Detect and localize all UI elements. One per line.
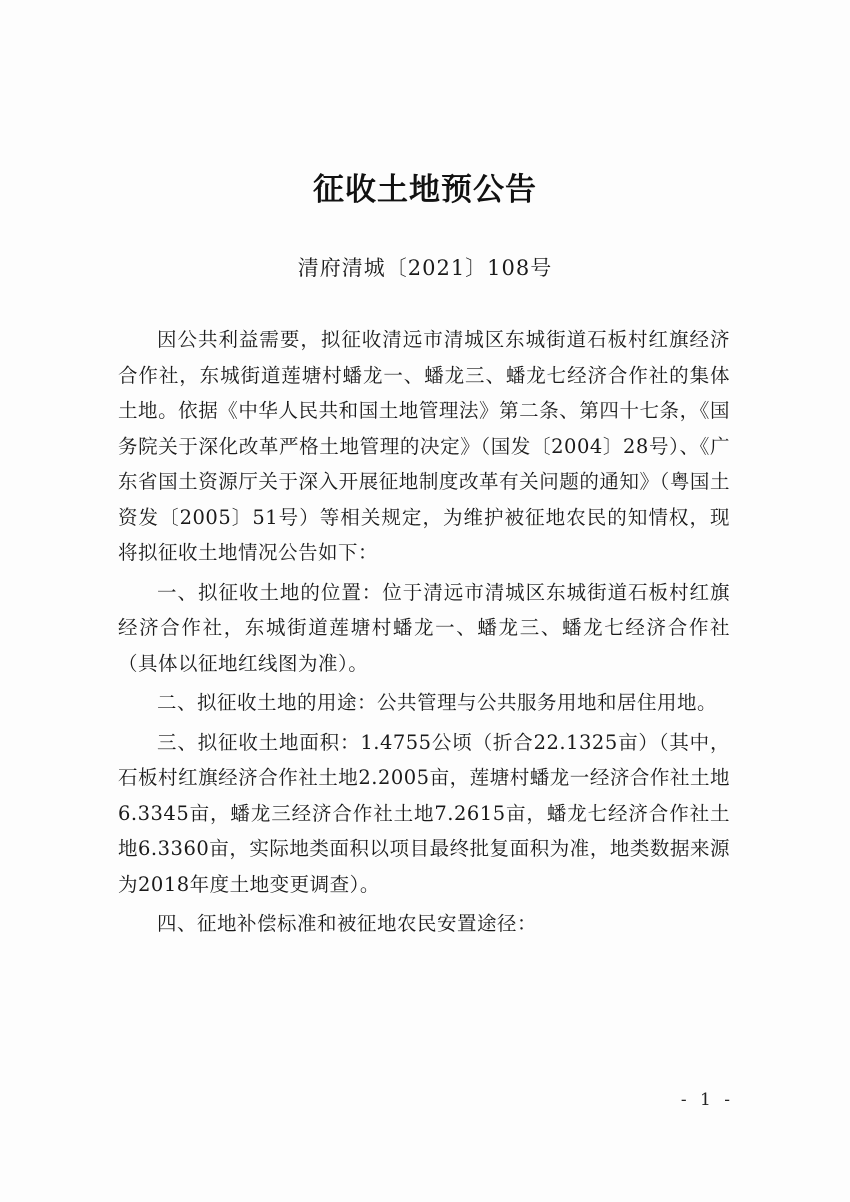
page-title: 征收土地预公告 [313, 172, 537, 208]
page-number: - 1 - [680, 1090, 734, 1110]
document-number: 清府清城〔2021〕108号 [297, 256, 553, 280]
paragraph-location: 一、拟征收土地的位置：位于清远市清城区东城街道石板村红旗经济合作社，东城街道莲塘村蟠龙一、蟠龙三、蟠龙七经济合作社（具体以征地红线图为准）。 [118, 580, 730, 675]
paragraph-area: 三、拟征收土地面积：1.4755公顷（折合22.1325亩）（其中，石板村红旗经济合作社土地2.2005亩，莲塘村蟠龙一经济合作社土地6.3345亩，蟠龙三经济合作社土地7.2615亩，蟠龙七经济合作社土地6.3360亩，实际地类面积以项目最终批复面积为准，地类数据来源为2018年度土地变更调查）。 [118, 730, 730, 896]
paragraph-compensation: 四、征地补偿标准和被征地农民安置途径： [157, 912, 538, 935]
paragraph-intro: 因公共利益需要，拟征收清远市清城区东城街道石板村红旗经济合作社，东城街道莲塘村蟠龙一、蟠龙三、蟠龙七经济合作社的集体土地。依据《中华人民共和国土地管理法》第二条、第四十七条，《国务院关于深化改革严格土地管理的决定》（国发〔2004〕28号）、《广东省国土资源厅关于深入开展征地制度改革有关问题的通知》（粤国土资发〔2005〕51号）等相关规定，为维护被征地农民的知情权，现将拟征收土地情况公告如下： [118, 328, 730, 564]
document-body [118, 322, 730, 946]
paragraph-usage: 二、拟征收土地的用途：公共管理与公共服务用地和居住用地。 [157, 691, 718, 714]
